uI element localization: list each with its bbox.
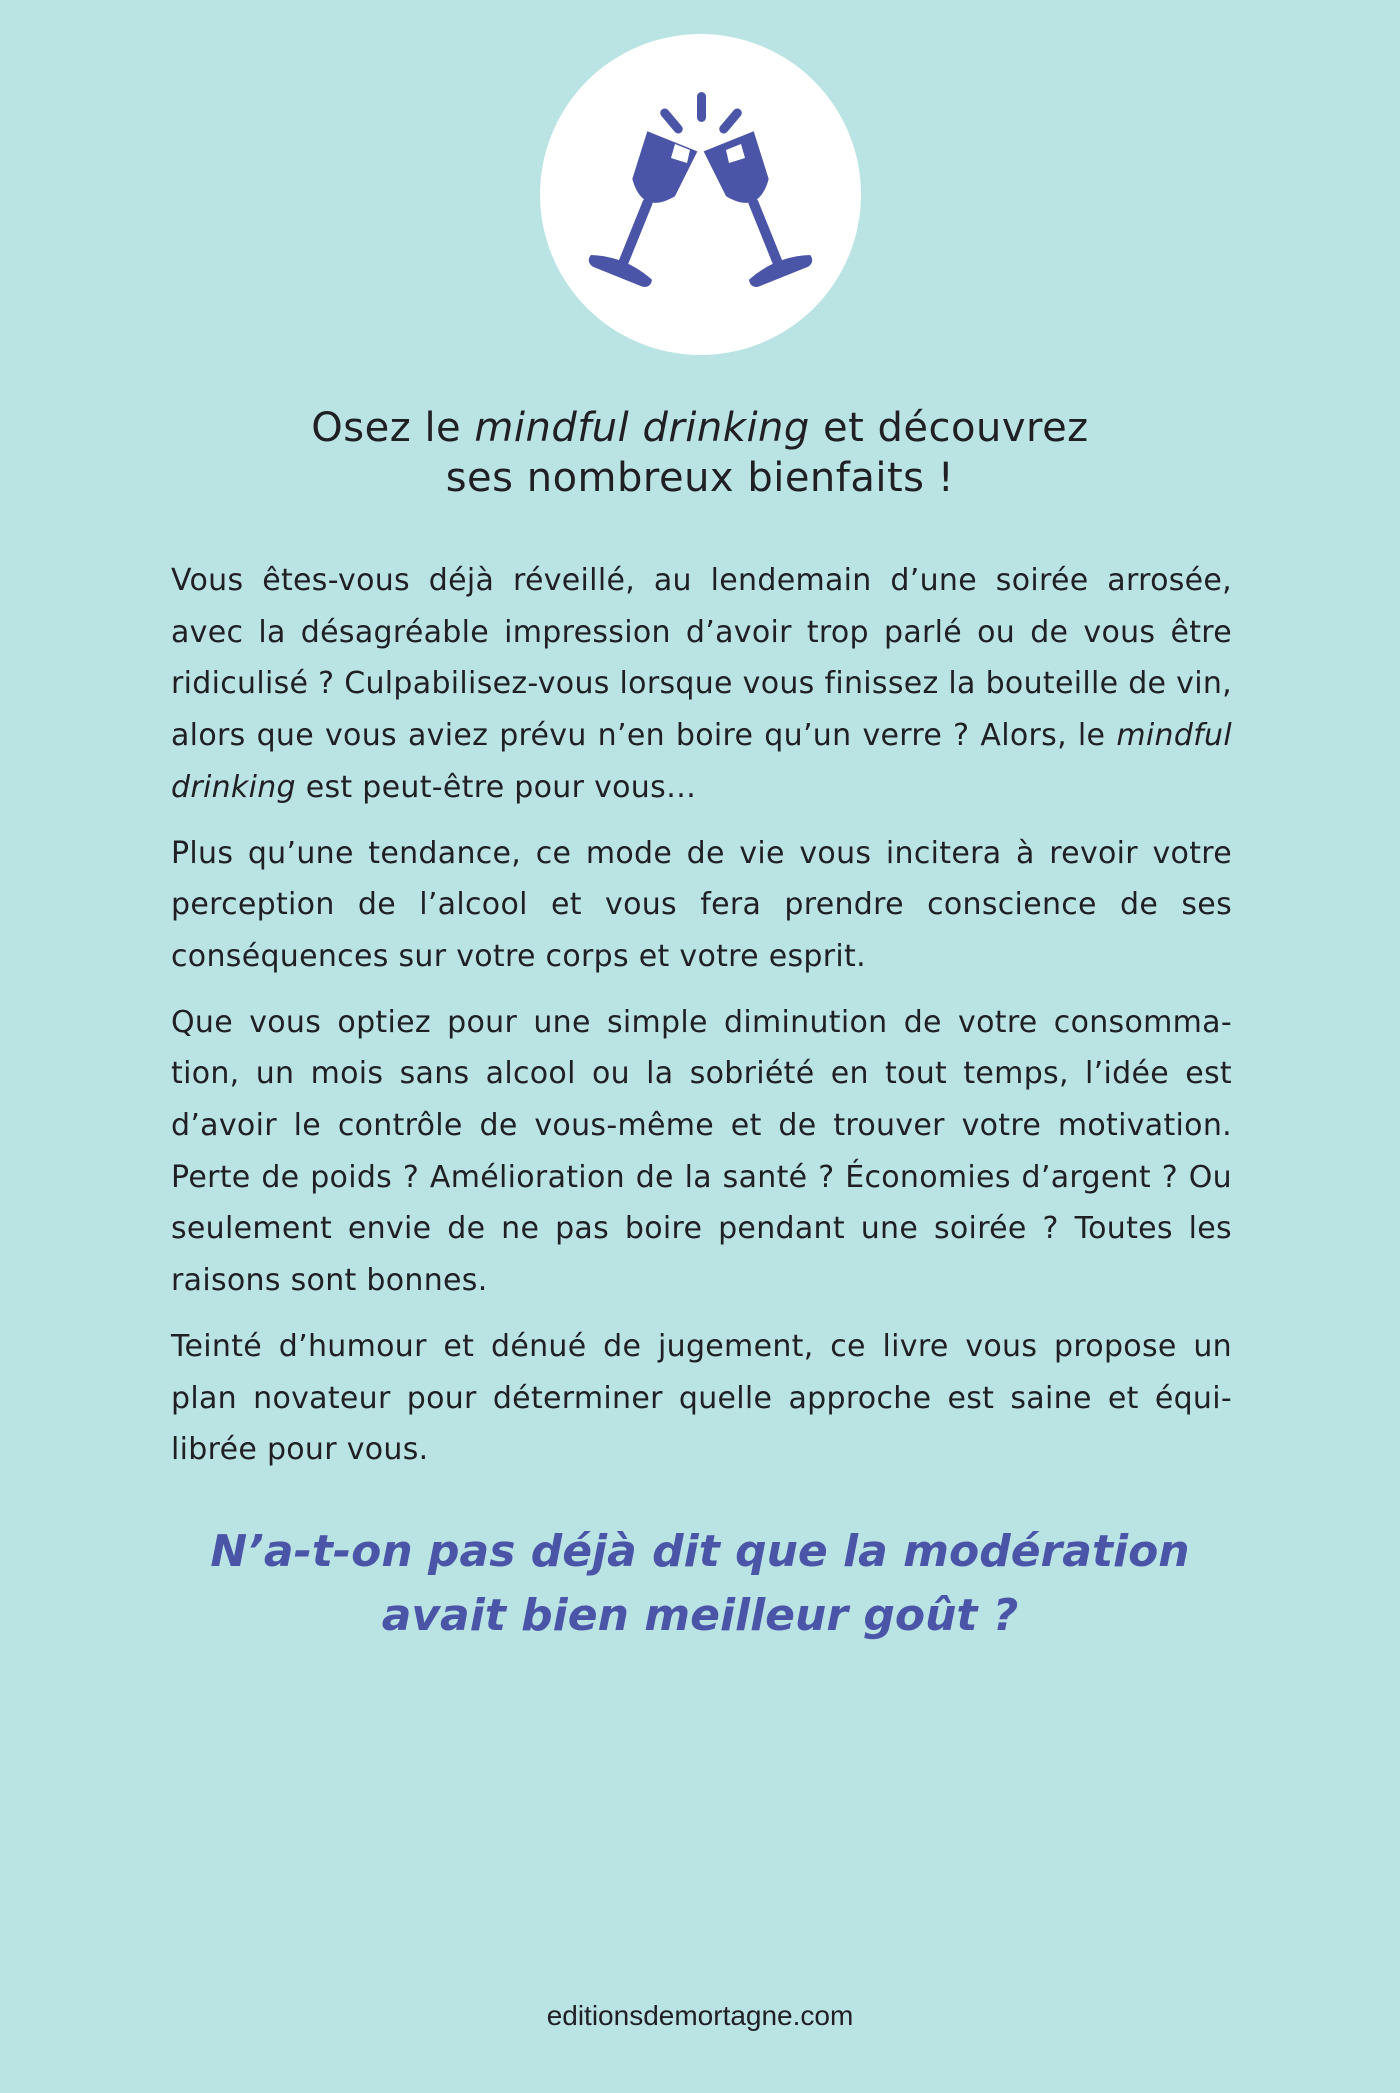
headline-line-1 [170, 403, 1230, 453]
sparkle-line-center [697, 92, 706, 122]
website-link[interactable]: editionsdemortagne.com [546, 2000, 854, 2031]
right-glass [698, 129, 815, 289]
paragraph-3: Que vous optiez pour une simple diminution de votre consomma-tion, un mois sans alcool ou la sobriété en tout temps, l’idée est d’avoir le contrôle de vous-même et de trouver votre motivation. Perte de poids ? Amélioration de la santé ? Économies d’argent ? Ou seulement envie de ne pas boire pendant une soirée ? Toutes les raisons sont bonnes. [171, 1004, 1232, 1299]
paragraph-1 [171, 555, 1232, 814]
paragraph-1-text: Vous êtes-vous déjà réveillé, au lendemain d’une soirée arrosée, avec la désagréable impression d’avoir trop parlé ou de vous être ridiculisé ? Culpabilisez-vous lorsque vous finissez la bouteille de vin, alors que vous aviez prévu n’en boire qu’un verre ? Alors, le [171, 563, 1232, 754]
body-text [171, 555, 1232, 1490]
paragraph-2: Plus qu’une tendance, ce mode de vie vous incitera à revoir votre perception de l’alcool et vous fera prendre conscience de ses conséquences sur votre corps et votre esprit. [171, 835, 1232, 974]
headline-line-2: ses nombreux bienfaits ! [445, 455, 955, 501]
tagline-line-2: avait bien meilleur goût ? [381, 1590, 1019, 1641]
icon-circle [540, 34, 861, 355]
tagline-line-1: N’a-t-on pas déjà dit que la modération [210, 1526, 1190, 1577]
paragraph-1-italic: mindful drinking [171, 718, 1232, 805]
tagline [170, 1520, 1230, 1648]
toasting-glasses-icon [540, 34, 861, 355]
paragraph-1-end: est peut-être pour vous… [295, 769, 697, 805]
sparkle-line-left [658, 107, 684, 136]
sparkle-line-right [717, 107, 743, 136]
headline-suffix: et découvrez [809, 405, 1089, 451]
headline-prefix: Osez le [311, 405, 475, 451]
headline [170, 403, 1230, 503]
headline-italic: mindful drinking [474, 405, 810, 451]
paragraph-4: Teinté d’humour et dénué de jugement, ce livre vous propose un plan novateur pour déterminer quelle approche est saine et équi-librée pour vous. [171, 1328, 1232, 1468]
